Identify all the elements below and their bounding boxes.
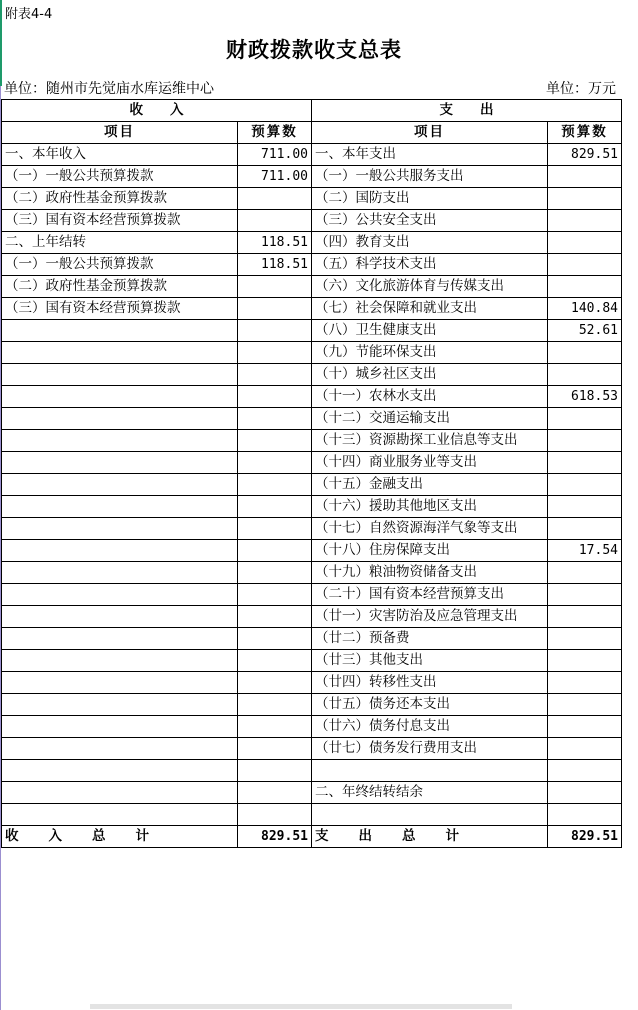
income-value-cell: [238, 474, 312, 496]
table-row: [2, 474, 622, 496]
income-value-cell: 118.51: [238, 232, 312, 254]
expense-item-cell: （廿一）灾害防治及应急管理支出: [312, 606, 548, 628]
income-item-cell: [2, 342, 238, 364]
income-value-cell: [238, 364, 312, 386]
expense-item-cell: （六）文化旅游体育与传媒支出: [312, 276, 548, 298]
table-row: [2, 232, 622, 254]
table-row: [2, 298, 622, 320]
income-item-cell: [2, 408, 238, 430]
expense-item-cell: 一、本年支出: [312, 144, 548, 166]
expense-item-cell: （八）卫生健康支出: [312, 320, 548, 342]
income-value-cell: [238, 320, 312, 342]
expense-value-cell: [548, 584, 622, 606]
income-item-cell: [2, 584, 238, 606]
table-body: [2, 144, 622, 826]
expense-value-cell: [548, 188, 622, 210]
expense-value-cell: 17.54: [548, 540, 622, 562]
income-value-cell: [238, 628, 312, 650]
expense-value-cell: [548, 232, 622, 254]
expense-value-cell: [548, 694, 622, 716]
income-item-cell: 一、本年收入: [2, 144, 238, 166]
expense-item-cell: （一）一般公共服务支出: [312, 166, 548, 188]
expense-item-cell: （十八）住房保障支出: [312, 540, 548, 562]
expense-item-cell: （十五）金融支出: [312, 474, 548, 496]
expense-value-cell: [548, 760, 622, 782]
income-value-cell: [238, 518, 312, 540]
table-row: [2, 144, 622, 166]
table-row: [2, 386, 622, 408]
income-item-cell: （二）政府性基金预算拨款: [2, 188, 238, 210]
expense-value-cell: [548, 650, 622, 672]
income-item-cell: [2, 650, 238, 672]
income-value-cell: [238, 650, 312, 672]
income-value-cell: [238, 276, 312, 298]
table-row: [2, 166, 622, 188]
table-row: [2, 364, 622, 386]
income-value-cell: [238, 672, 312, 694]
income-value-cell: [238, 804, 312, 826]
expense-item-cell: （十二）交通运输支出: [312, 408, 548, 430]
income-item-cell: [2, 474, 238, 496]
income-item-cell: （二）政府性基金预算拨款: [2, 276, 238, 298]
expense-item-cell: （廿六）债务付息支出: [312, 716, 548, 738]
table-row: [2, 584, 622, 606]
expense-value-cell: [548, 672, 622, 694]
table-row: [2, 738, 622, 760]
expense-item-cell: （十六）援助其他地区支出: [312, 496, 548, 518]
income-value-cell: [238, 496, 312, 518]
expense-value-cell: [548, 474, 622, 496]
expense-value-cell: [548, 738, 622, 760]
expense-item-cell: [312, 760, 548, 782]
income-item-cell: （三）国有资本经营预算拨款: [2, 210, 238, 232]
expense-item-cell: （廿五）债务还本支出: [312, 694, 548, 716]
table-row: [2, 650, 622, 672]
table-row: [2, 496, 622, 518]
page-title: 财政拨款收支总表: [226, 37, 402, 62]
expense-value-cell: [548, 254, 622, 276]
expense-item-cell: （三）公共安全支出: [312, 210, 548, 232]
expense-item-cell: （十一）农林水支出: [312, 386, 548, 408]
expense-value-cell: [548, 342, 622, 364]
expense-value-cell: [548, 210, 622, 232]
table-row: [2, 716, 622, 738]
expense-value-cell: [548, 562, 622, 584]
income-value-cell: [238, 386, 312, 408]
expense-item-cell: （十）城乡社区支出: [312, 364, 548, 386]
expense-item-cell: （廿二）预备费: [312, 628, 548, 650]
expense-budget-header: 预算数: [548, 122, 622, 144]
expense-value-cell: 829.51: [548, 144, 622, 166]
expense-item-cell: （五）科学技术支出: [312, 254, 548, 276]
budget-table: [1, 99, 622, 848]
expense-total-value: 829.51: [548, 826, 622, 848]
expense-section-header: 支 出: [312, 100, 622, 122]
income-item-cell: 二、上年结转: [2, 232, 238, 254]
income-value-cell: [238, 606, 312, 628]
income-value-cell: 711.00: [238, 144, 312, 166]
income-value-cell: [238, 562, 312, 584]
table-row: [2, 760, 622, 782]
column-header-row: [2, 122, 622, 144]
expense-item-cell: [312, 804, 548, 826]
income-item-cell: [2, 782, 238, 804]
table-row: [2, 628, 622, 650]
expense-value-cell: [548, 452, 622, 474]
table-row: [2, 210, 622, 232]
income-item-cell: （一）一般公共预算拨款: [2, 166, 238, 188]
income-total-label: 收 入 总 计: [2, 826, 238, 848]
expense-item-header: 项目: [312, 122, 548, 144]
expense-item-cell: （七）社会保障和就业支出: [312, 298, 548, 320]
expense-item-cell: （二）国防支出: [312, 188, 548, 210]
expense-value-cell: [548, 782, 622, 804]
income-value-cell: [238, 694, 312, 716]
income-value-cell: 118.51: [238, 254, 312, 276]
table-row: [2, 320, 622, 342]
table-row: [2, 452, 622, 474]
expense-value-cell: 140.84: [548, 298, 622, 320]
income-value-cell: [238, 188, 312, 210]
expense-item-cell: （十三）资源勘探工业信息等支出: [312, 430, 548, 452]
table-row: [2, 342, 622, 364]
income-item-cell: [2, 694, 238, 716]
income-value-cell: 711.00: [238, 166, 312, 188]
income-item-cell: [2, 804, 238, 826]
expense-item-cell: （二十）国有资本经营预算支出: [312, 584, 548, 606]
income-item-cell: [2, 672, 238, 694]
expense-value-cell: [548, 518, 622, 540]
income-item-cell: （一）一般公共预算拨款: [2, 254, 238, 276]
table-row: [2, 408, 622, 430]
income-item-cell: [2, 430, 238, 452]
expense-item-cell: （十四）商业服务业等支出: [312, 452, 548, 474]
expense-value-cell: [548, 166, 622, 188]
table-row: [2, 254, 622, 276]
expense-item-cell: 二、年终结转结余: [312, 782, 548, 804]
income-budget-header: 预算数: [238, 122, 312, 144]
income-item-cell: [2, 452, 238, 474]
expense-value-cell: [548, 496, 622, 518]
expense-value-cell: [548, 364, 622, 386]
table-row: [2, 804, 622, 826]
expense-item-cell: （廿三）其他支出: [312, 650, 548, 672]
income-value-cell: [238, 342, 312, 364]
expense-value-cell: [548, 716, 622, 738]
table-row: [2, 562, 622, 584]
table-row: [2, 430, 622, 452]
appendix-label: 附表4-4: [5, 7, 53, 22]
expense-item-cell: （四）教育支出: [312, 232, 548, 254]
table-row: [2, 672, 622, 694]
section-header-row: [2, 100, 622, 122]
expense-item-cell: （廿四）转移性支出: [312, 672, 548, 694]
income-value-cell: [238, 408, 312, 430]
expense-item-cell: （十七）自然资源海洋气象等支出: [312, 518, 548, 540]
table-row: [2, 782, 622, 804]
horizontal-scrollbar[interactable]: [90, 1004, 512, 1009]
income-value-cell: [238, 738, 312, 760]
income-value-cell: [238, 540, 312, 562]
income-item-cell: [2, 518, 238, 540]
income-item-cell: [2, 364, 238, 386]
income-item-cell: [2, 606, 238, 628]
expense-value-cell: [548, 276, 622, 298]
income-value-cell: [238, 760, 312, 782]
expense-value-cell: [548, 408, 622, 430]
income-item-cell: [2, 386, 238, 408]
table-row: [2, 188, 622, 210]
income-total-value: 829.51: [238, 826, 312, 848]
income-item-cell: [2, 716, 238, 738]
income-item-cell: [2, 760, 238, 782]
table-row: [2, 540, 622, 562]
income-item-cell: [2, 320, 238, 342]
income-section-header: 收 入: [2, 100, 312, 122]
money-unit: 单位：万元: [546, 81, 616, 97]
income-item-cell: [2, 540, 238, 562]
income-item-cell: [2, 738, 238, 760]
income-value-cell: [238, 584, 312, 606]
income-value-cell: [238, 452, 312, 474]
income-item-cell: [2, 628, 238, 650]
table-row: [2, 606, 622, 628]
table-row: [2, 276, 622, 298]
expense-item-cell: （十九）粮油物资储备支出: [312, 562, 548, 584]
expense-item-cell: （廿七）债务发行费用支出: [312, 738, 548, 760]
income-item-cell: [2, 562, 238, 584]
table-row: [2, 694, 622, 716]
income-value-cell: [238, 210, 312, 232]
expense-value-cell: [548, 606, 622, 628]
income-value-cell: [238, 716, 312, 738]
income-value-cell: [238, 298, 312, 320]
expense-value-cell: [548, 804, 622, 826]
table-row: [2, 518, 622, 540]
income-value-cell: [238, 782, 312, 804]
expense-item-cell: （九）节能环保支出: [312, 342, 548, 364]
income-value-cell: [238, 430, 312, 452]
income-item-header: 项目: [2, 122, 238, 144]
total-row: [2, 826, 622, 848]
expense-total-label: 支 出 总 计: [312, 826, 548, 848]
organization-unit: 单位：随州市先觉庙水库运维中心: [4, 81, 214, 97]
expense-value-cell: [548, 628, 622, 650]
expense-value-cell: 618.53: [548, 386, 622, 408]
income-item-cell: [2, 496, 238, 518]
expense-value-cell: [548, 430, 622, 452]
income-item-cell: （三）国有资本经营预算拨款: [2, 298, 238, 320]
expense-value-cell: 52.61: [548, 320, 622, 342]
